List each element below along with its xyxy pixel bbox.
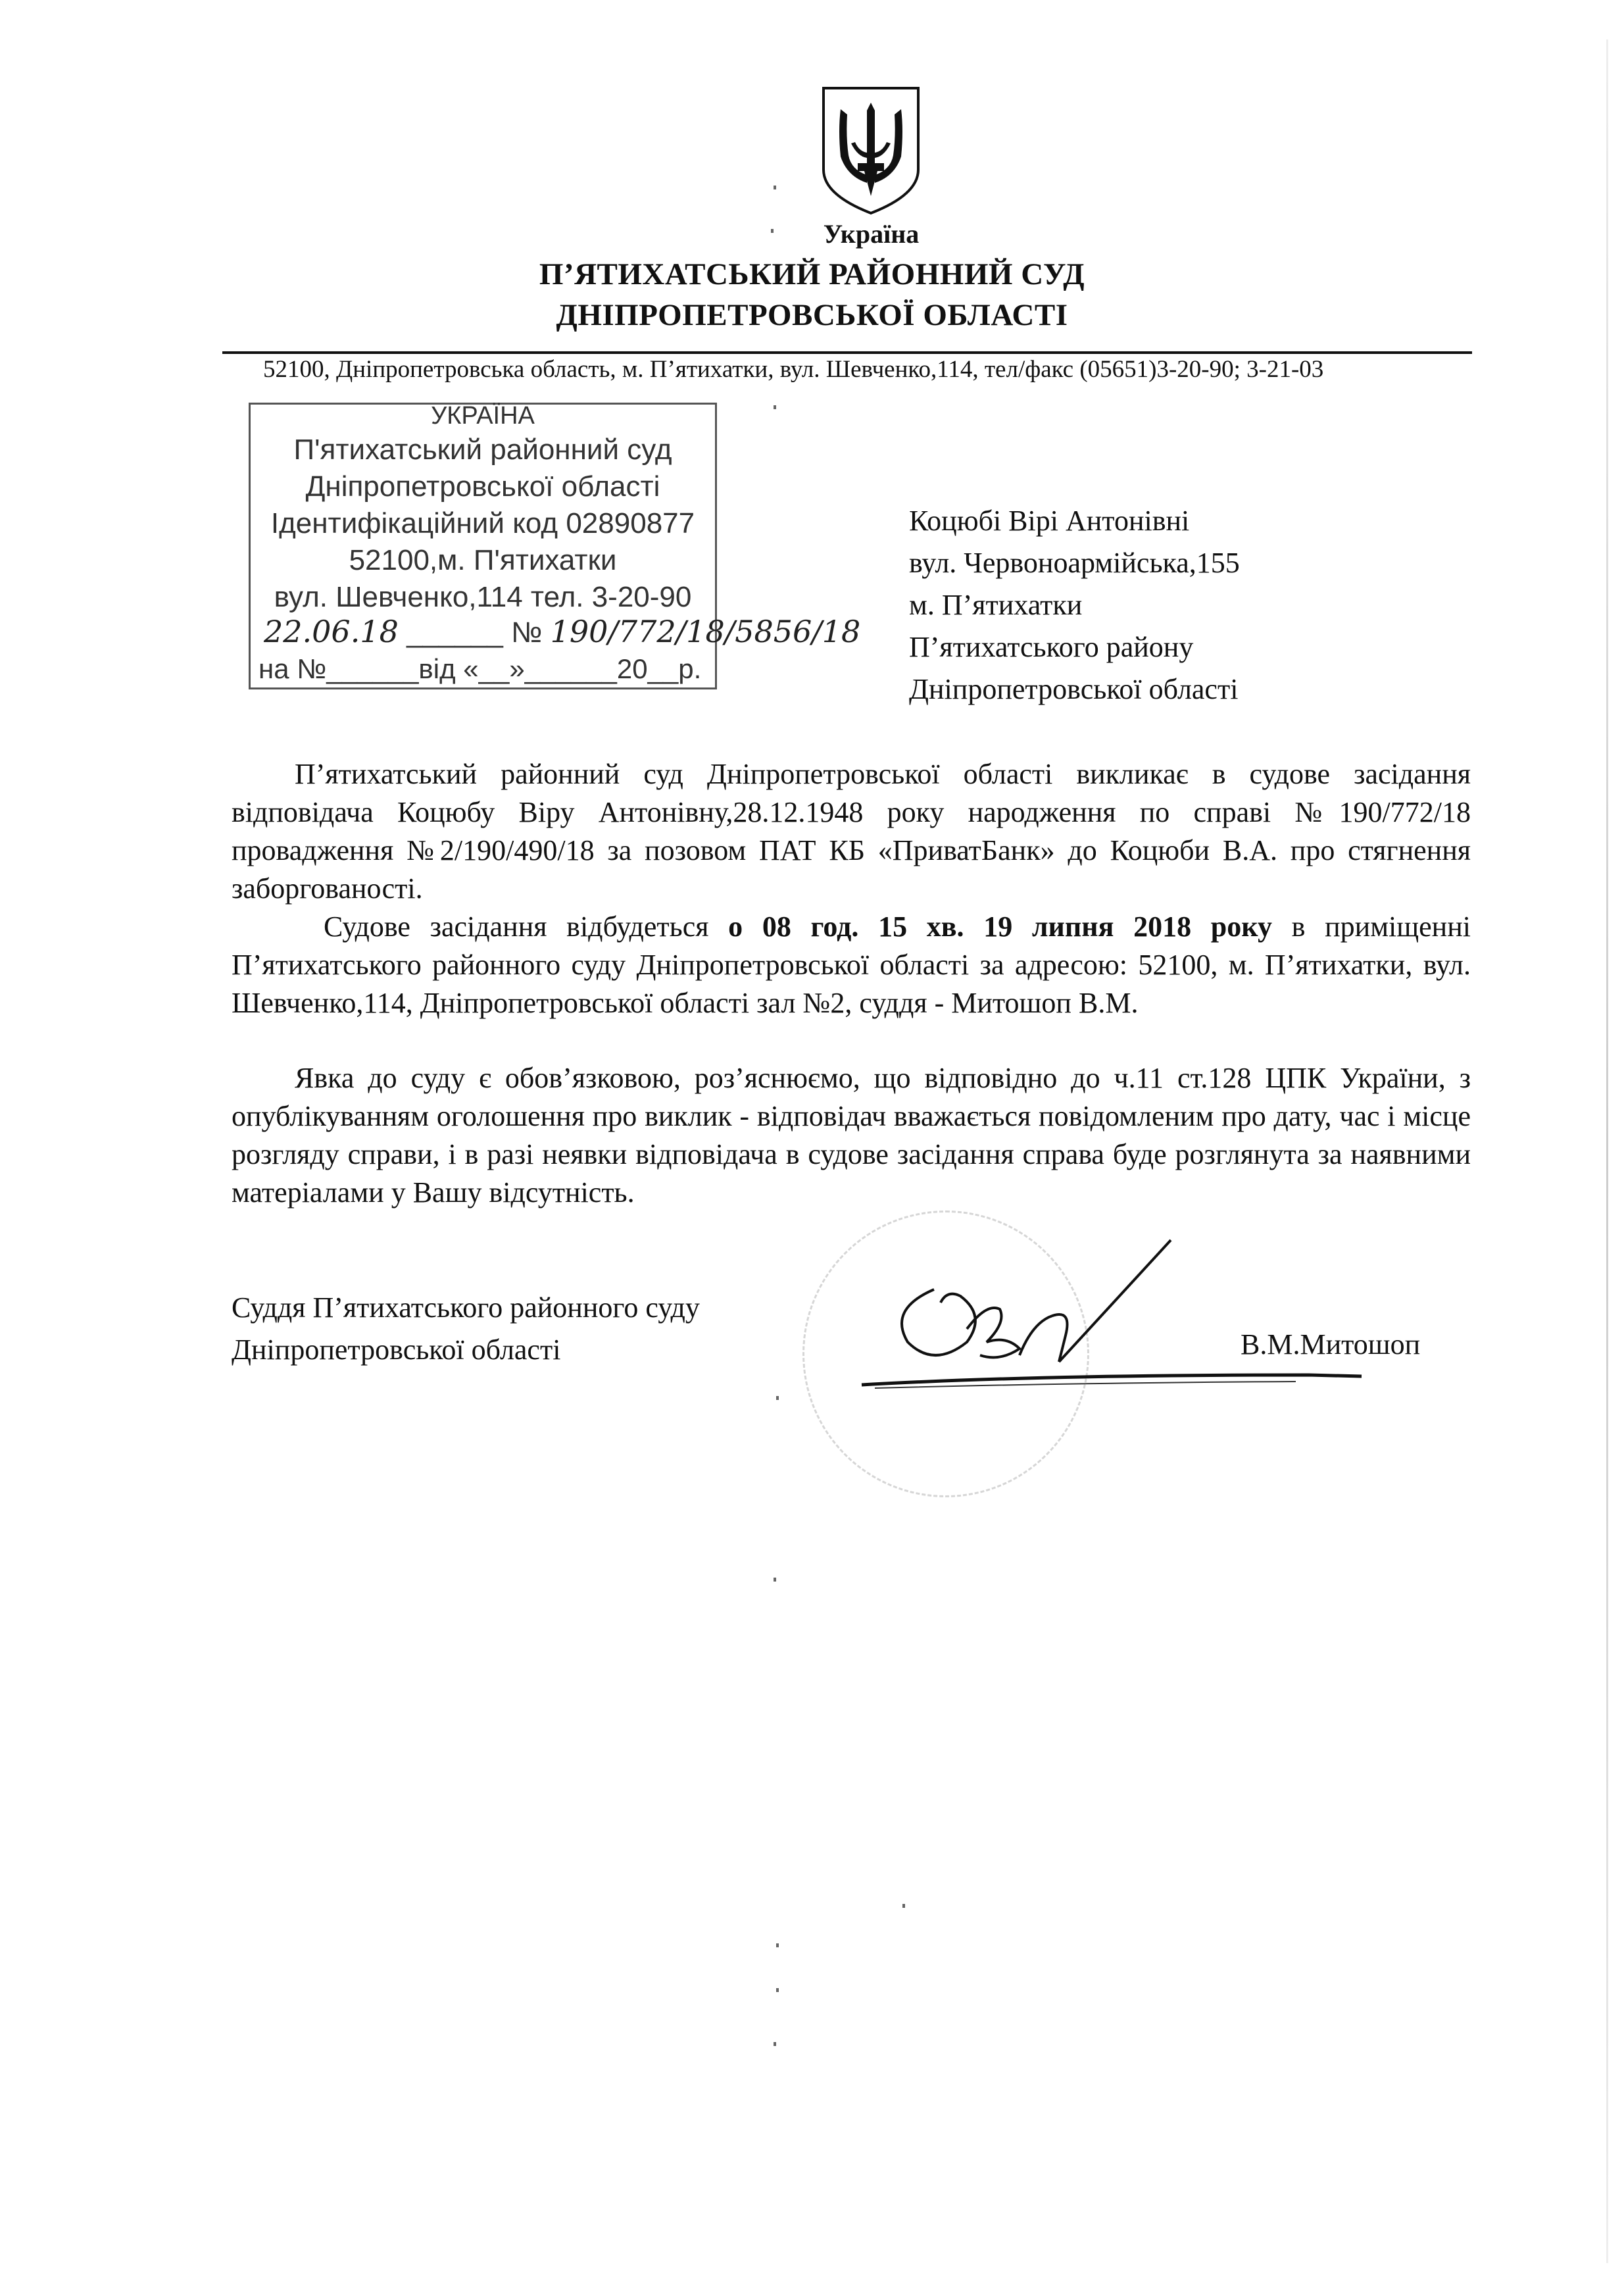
scan-speck xyxy=(774,186,776,189)
body-paragraph-hearing xyxy=(232,908,1471,1022)
stamp-city: 52100,м. П'ятихатки xyxy=(349,544,617,576)
recipient-block xyxy=(909,500,1240,711)
scan-speck xyxy=(774,1578,776,1582)
scan-speck xyxy=(776,1396,779,1400)
stamp-country: УКРАЇНА xyxy=(431,402,535,430)
header-court-region: ДНІПРОПЕТРОВСЬКОЇ ОБЛАСТІ xyxy=(556,298,1068,332)
stamp-region: Дніпропетровської області xyxy=(305,470,660,503)
recipient-street: вул. Червоноармійська,155 xyxy=(909,547,1240,579)
stamp-reg-number: 190/772/18/5856/18 xyxy=(550,614,861,649)
hearing-datetime: о 08 год. 15 хв. 19 липня 2018 року xyxy=(728,911,1272,943)
stamp-street: вул. Шевченко,114 тел. 3-20-90 xyxy=(274,581,692,613)
stamp-registration-line: 22.06.18 ______ № 190/772/18/5856/18 xyxy=(264,614,861,649)
recipient-city: м. П’ятихатки xyxy=(909,589,1083,621)
body-paragraph-summons: П’ятихатський районний суд Дніпропетровської області викликає в судове засідання відповідача Коцюбу Віру Антонівну,28.12.1948 року народження по справі №190/772/18 провадження №2/190/490/18 за позовом ПАТ КБ «ПриватБанк» до Коцюби В.А. про стягнення заборгованості. xyxy=(232,758,1471,905)
scan-edge xyxy=(1606,39,1608,2263)
stamp-reg-date: 22.06.18 xyxy=(264,614,399,649)
signature-title-line1: Суддя П’ятихатського районного суду xyxy=(232,1291,700,1324)
scan-speck xyxy=(774,2042,776,2046)
recipient-region: Дніпропетровської області xyxy=(909,673,1239,705)
body-paragraph-attendance: Явка до суду є обов’язковою, роз’яснюємо, що відповідно до ч.11 ст.128 ЦПК України, з опублікуванням оголошення про виклик - відповідач вважається повідомленим про дату, час і місце розгляду справи, і в разі неявки відповідача в судове засідання справа буде розглянута за наявними матеріалами у Вашу відсутність. xyxy=(232,1062,1471,1209)
recipient-name: Коцюбі Вірі Антонівні xyxy=(909,505,1190,537)
scan-speck xyxy=(902,1904,905,1908)
header-court-name: П’ЯТИХАТСЬКИЙ РАЙОННИЙ СУД xyxy=(539,257,1085,291)
stamp-court: П'ятихатський районний суд xyxy=(293,434,672,466)
header-divider xyxy=(222,351,1472,354)
recipient-district: П’ятихатського району xyxy=(909,631,1194,663)
scan-speck xyxy=(776,1988,779,1992)
header-country: Україна xyxy=(823,219,920,249)
stamp-reply-line: на №______від «__»______20__р. xyxy=(258,653,702,684)
signature-title-line2: Дніпропетровської області xyxy=(232,1334,561,1366)
hearing-text-end: в приміщенні П’ятихатського районного суду Дніпропетровської області за адресою: 52100, м. П’ятихатки, вул. Шевченко,114, Дніпропетровської області зал №2, суддя - Митошоп В.М. xyxy=(232,911,1471,1019)
stamp-code: Ідентифікаційний код 02890877 xyxy=(270,507,695,539)
signature-title xyxy=(232,1287,700,1371)
hearing-text-start: Судове засідання відбудеться xyxy=(324,911,729,943)
stamp-reg-no-label: № xyxy=(511,616,543,649)
registration-stamp xyxy=(249,402,861,689)
scan-speck xyxy=(771,229,774,233)
scan-speck xyxy=(776,1943,779,1947)
scan-speck xyxy=(774,405,776,409)
signature-name: В.М.Митошоп xyxy=(1241,1328,1421,1360)
ukraine-trident-emblem-icon xyxy=(818,84,923,216)
court-address: 52100, Дніпропетровська область, м. П’ятихатки, вул. Шевченко,114, тел/факс (05651)3-20-90; 3-21-03 xyxy=(263,356,1324,383)
